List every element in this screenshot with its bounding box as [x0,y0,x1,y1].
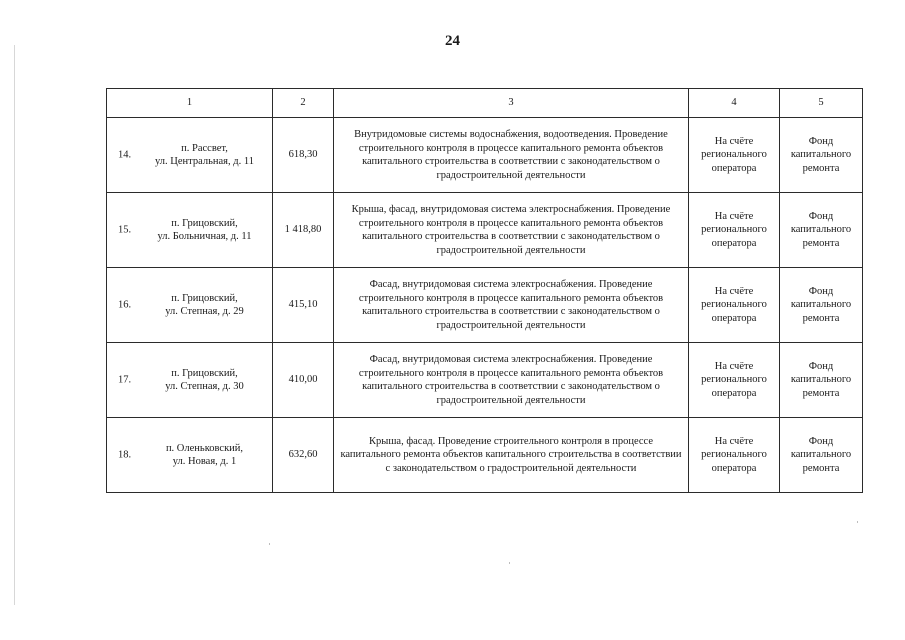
scan-speck [857,521,858,523]
street: ул. Степная, д. 29 [165,306,244,317]
account-cell: На счёте регионального оператора [689,268,780,343]
works-cell: Фасад, внутридомовая система электроснабжения. Проведение строительного контроля в процессе капитального ремонта объектов капитального строительства в соответствии с законодательством о градостроительной деятельности [334,343,689,418]
area-cell: 415,10 [273,268,334,343]
row-number: 14. [118,149,132,161]
account-cell: На счёте регионального оператора [689,418,780,493]
settlement: п. Оленьковский, [165,442,244,454]
fund-cell: Фонд капитального ремонта [780,268,863,343]
column-header: 4 [689,89,780,118]
area-cell: 410,00 [273,343,334,418]
works-cell: Фасад, внутридомовая система электроснабжения. Проведение строительного контроля в процессе капитального ремонта объектов капитального строительства в соответствии с законодательством о градостроительной деятельности [334,268,689,343]
table-row [107,268,863,343]
address-cell [107,418,273,493]
scan-margin-line [14,45,15,605]
row-number: 16. [118,299,132,311]
table-row [107,418,863,493]
scan-speck [509,562,510,564]
street: ул. Степная, д. 30 [165,381,244,392]
works-cell: Внутридомовые системы водоснабжения, водоотведения. Проведение строительного контроля в процессе капитального ремонта объектов капитального строительства в соответствии с законодательством о градостроительной деятельности [334,118,689,193]
column-header: 1 [107,89,273,118]
fund-cell: Фонд капитального ремонта [780,418,863,493]
table-row [107,343,863,418]
repair-works-table [106,88,863,493]
settlement: п. Грицовский, [171,292,238,304]
area-cell: 618,30 [273,118,334,193]
row-number: 15. [118,224,132,236]
area-cell: 632,60 [273,418,334,493]
address-cell [107,268,273,343]
column-header: 5 [780,89,863,118]
table-row [107,118,863,193]
row-number: 17. [118,374,132,386]
page-number: 24 [445,33,460,49]
street: ул. Центральная, д. 11 [155,156,254,167]
area-cell: 1 418,80 [273,193,334,268]
address-cell [107,193,273,268]
table-header-row [107,89,863,118]
fund-cell: Фонд капитального ремонта [780,343,863,418]
street: ул. Больничная, д. 11 [157,231,252,242]
column-header: 2 [273,89,334,118]
column-header: 3 [334,89,689,118]
account-cell: На счёте регионального оператора [689,343,780,418]
scan-speck [269,543,270,545]
fund-cell: Фонд капитального ремонта [780,193,863,268]
address-cell [107,343,273,418]
table-row [107,193,863,268]
works-cell: Крыша, фасад. Проведение строительного контроля в процессе капитального ремонта объектов капитального строительства в соответствии с законодательством о градостроительной деятельности [334,418,689,493]
address-cell [107,118,273,193]
settlement: п. Грицовский, [171,217,238,229]
fund-cell: Фонд капитального ремонта [780,118,863,193]
settlement: п. Рассвет, [181,142,228,154]
account-cell: На счёте регионального оператора [689,118,780,193]
account-cell: На счёте регионального оператора [689,193,780,268]
street: ул. Новая, д. 1 [172,456,237,467]
settlement: п. Грицовский, [171,367,238,379]
row-number: 18. [118,449,132,461]
works-cell: Крыша, фасад, внутридомовая система электроснабжения. Проведение строительного контроля в процессе капитального ремонта объектов капитального строительства в соответствии с законодательством о градостроительной деятельности [334,193,689,268]
